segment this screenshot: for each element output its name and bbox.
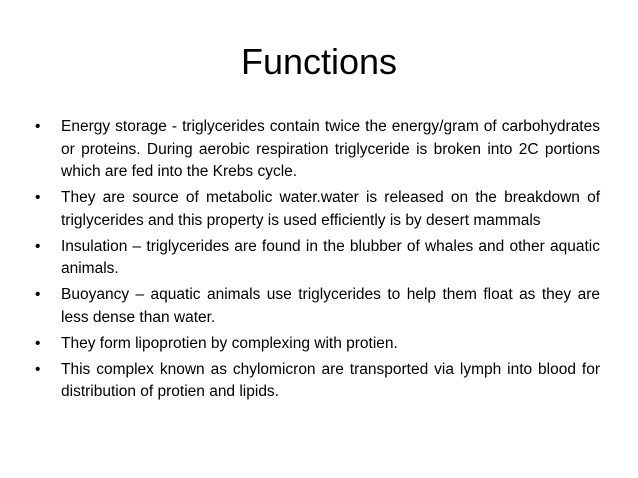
bullet-marker: •: [35, 237, 41, 255]
bullet-list: [34, 116, 600, 407]
bullet-text: This complex known as chylomicron are transported via lymph into blood for distribution of protien and lipids.: [61, 360, 600, 400]
bullet-text: Buoyancy – aquatic animals use triglycerides to help them float as they are less dense than water.: [61, 286, 600, 326]
bullet-item: [34, 333, 600, 356]
bullet-item: [34, 284, 600, 329]
slide-title: Functions: [240, 41, 398, 82]
bullet-marker: •: [35, 118, 41, 135]
bullet-item: [34, 236, 600, 281]
bullet-item: [34, 359, 600, 404]
bullet-marker: •: [35, 189, 41, 206]
bullet-marker: •: [35, 334, 41, 352]
bullet-marker: •: [35, 360, 41, 378]
bullet-text: They form lipoprotien by complexing with protien.: [61, 334, 398, 352]
bullet-text: They are source of metabolic water.water is released on the breakdown of triglycerides and this property is used efficiently is by desert mammals: [61, 189, 600, 229]
bullet-marker: •: [35, 286, 41, 303]
bullet-text: Energy storage - triglycerides contain twice the energy/gram of carbohydrates or proteins. During aerobic respiration triglyceride is broken into 2C portions which are fed into the Krebs cycle.: [61, 118, 600, 180]
bullet-item: [34, 187, 600, 232]
bullet-item: [34, 116, 600, 184]
bullet-text: Insulation – triglycerides are found in the blubber of whales and other aquatic animals.: [61, 237, 600, 277]
